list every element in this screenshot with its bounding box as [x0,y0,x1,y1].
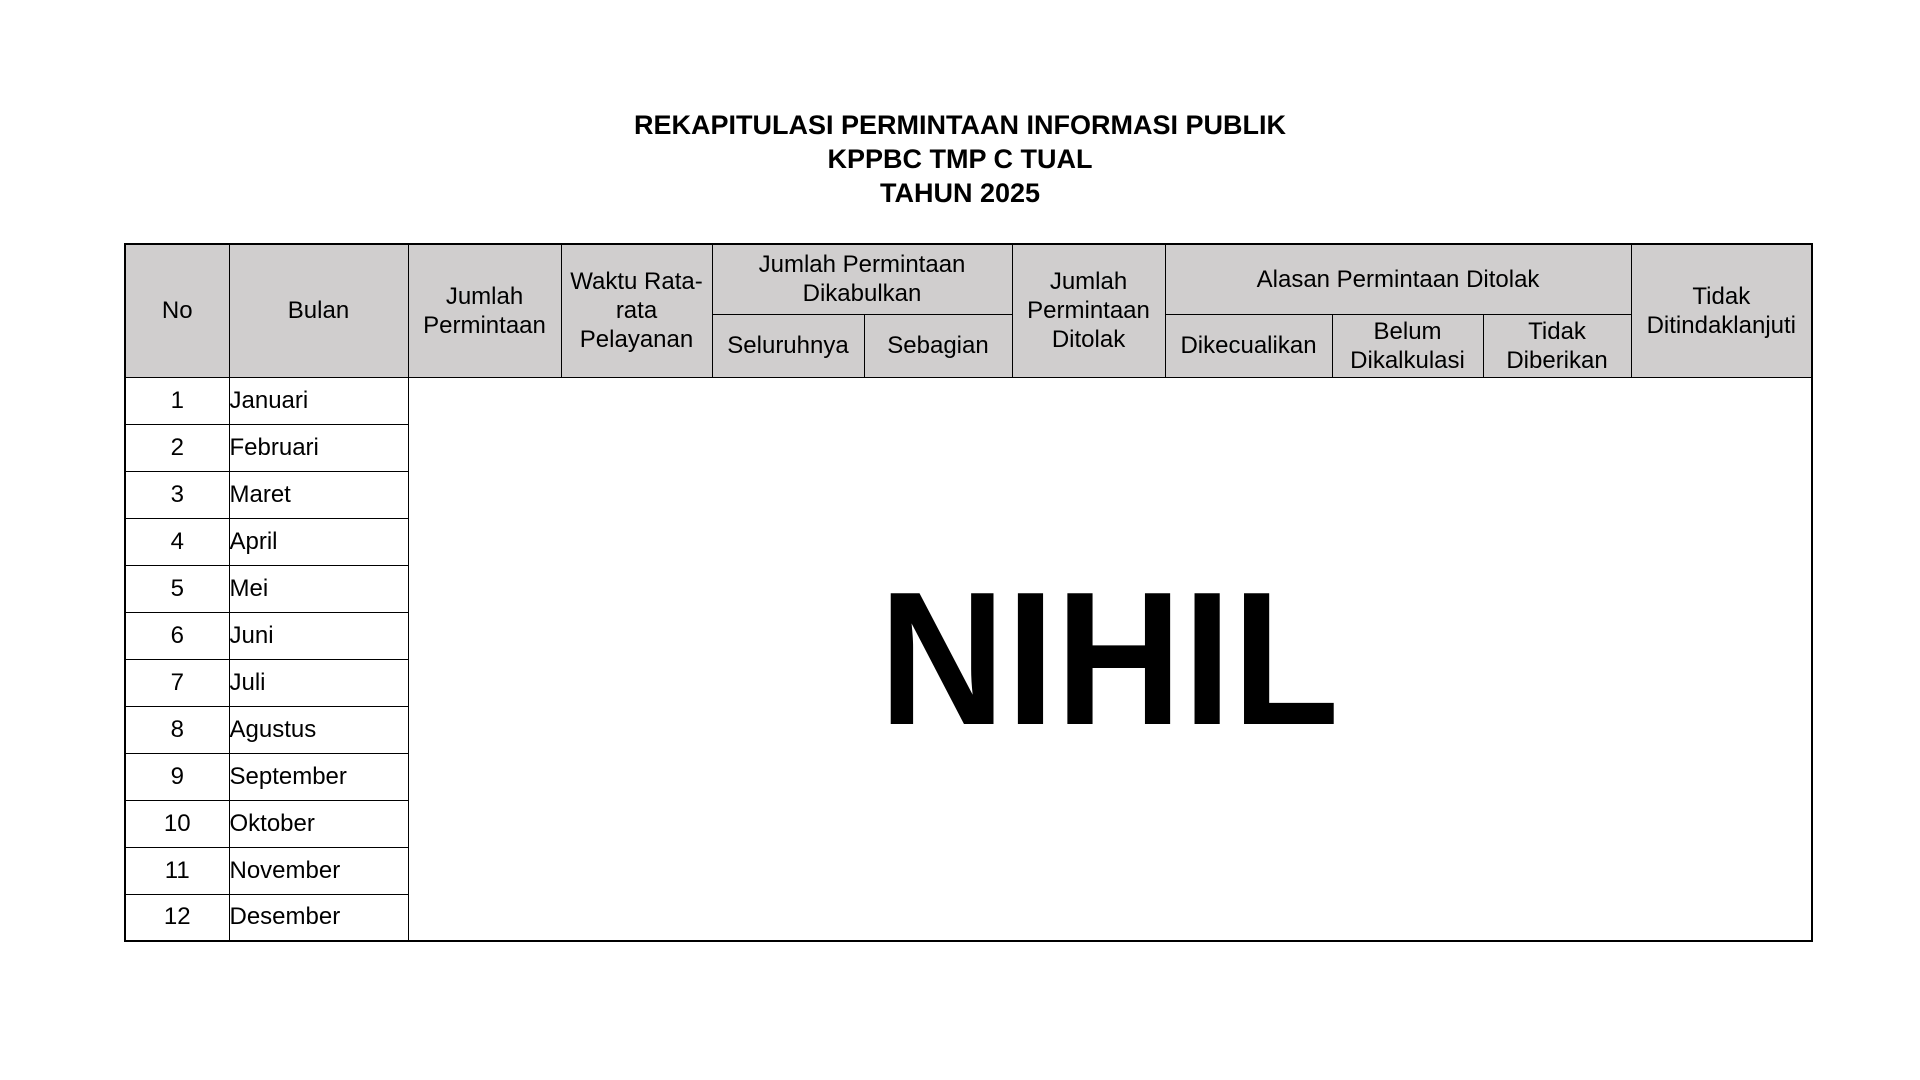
header-tidak-ditindaklanjuti: Tidak Ditindaklanjuti [1631,244,1812,377]
header-waktu-rata-rata: Waktu Rata-rata Pelayanan [561,244,712,377]
header-alasan-ditolak: Alasan Permintaan Ditolak [1165,244,1631,314]
header-row-top [125,244,1812,314]
header-seluruhnya: Seluruhnya [712,314,864,377]
document-title [0,108,1920,210]
header-tidak-diberikan: Tidak Diberikan [1483,314,1631,377]
title-line-3: TAHUN 2025 [879,178,1041,208]
row-month: November [229,847,408,894]
row-month: April [229,518,408,565]
row-number: 1 [125,377,229,424]
row-month: Agustus [229,706,408,753]
row-month: Oktober [229,800,408,847]
row-number: 10 [125,800,229,847]
row-number: 12 [125,894,229,941]
nihil-area [408,377,1812,941]
row-number: 6 [125,612,229,659]
row-number: 9 [125,753,229,800]
title-line-2: KPPBC TMP C TUAL [827,144,1093,174]
row-month: Juli [229,659,408,706]
row-number: 2 [125,424,229,471]
row-number: 8 [125,706,229,753]
row-month: Januari [229,377,408,424]
header-jumlah-ditolak: Jumlah Permintaan Ditolak [1012,244,1165,377]
row-number: 7 [125,659,229,706]
header-bulan: Bulan [229,244,408,377]
row-number: 5 [125,565,229,612]
row-month: Desember [229,894,408,941]
row-month: Maret [229,471,408,518]
header-dikecualikan: Dikecualikan [1165,314,1332,377]
row-number: 11 [125,847,229,894]
row-month: Mei [229,565,408,612]
table-row [125,377,1812,424]
header-belum-dikalkulasi: Belum Dikalkulasi [1332,314,1483,377]
header-jumlah-permintaan: Jumlah Permintaan [408,244,561,377]
nihil-label: NIHIL [879,552,1341,765]
header-no: No [125,244,229,377]
row-number: 4 [125,518,229,565]
row-month: Juni [229,612,408,659]
row-month: September [229,753,408,800]
title-line-1: REKAPITULASI PERMINTAAN INFORMASI PUBLIK [634,110,1286,140]
recap-table [124,243,1813,942]
row-month: Februari [229,424,408,471]
header-jumlah-dikabulkan: Jumlah Permintaan Dikabulkan [712,244,1012,314]
header-sebagian: Sebagian [864,314,1012,377]
row-number: 3 [125,471,229,518]
